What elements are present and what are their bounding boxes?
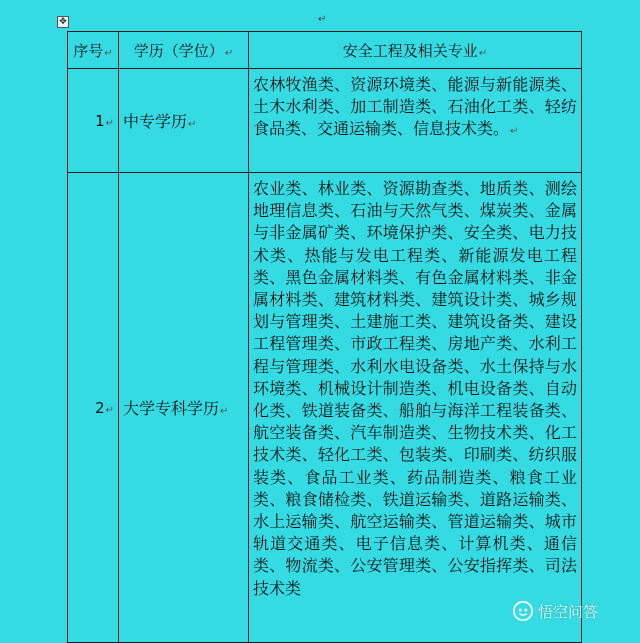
- majors-table: [67, 31, 582, 643]
- header-seq: 序号↵: [68, 32, 119, 69]
- row-seq: 2↵: [68, 173, 119, 643]
- table-header-row: [68, 32, 582, 69]
- watermark-text: 悟空问答: [538, 602, 599, 621]
- row-education: 大学专科学历↵: [119, 173, 249, 643]
- row-seq: 1↵: [68, 69, 119, 173]
- table-row: [68, 69, 582, 173]
- paragraph-mark: ↵: [318, 14, 327, 25]
- table-move-handle[interactable]: ✥: [57, 16, 69, 28]
- wukong-logo-icon: [512, 600, 534, 622]
- header-majors: 安全工程及相关专业↵: [249, 32, 582, 69]
- table-row: [68, 173, 582, 643]
- row-majors: 农林牧渔类、资源环境类、能源与新能源类、土木水利类、加工制造类、石油化工类、轻纺食品类、交通运输类、信息技术类。↵: [249, 69, 582, 173]
- watermark: [512, 600, 598, 622]
- header-education: 学历（学位）↵: [119, 32, 249, 69]
- row-education: 中专学历↵: [119, 69, 249, 173]
- row-majors: 农业类、林业类、资源勘查类、地质类、测绘地理信息类、石油与天然气类、煤炭类、金属与非金属矿类、环境保护类、安全类、电力技术类、热能与发电工程类、新能源发电工程类、黑色金属材料类、有色金属材料类、非金属材料类、建筑材料类、建筑设计类、城乡规划与管理类、土建施工类、建筑设备类、建设工程管理类、市政工程类、房地产类、水利工程与管理类、水利水电设备类、水土保持与水环境类、机械设计制造类、机电设备类、自动化类、铁道装备类、船舶与海洋工程装备类、航空装备类、汽车制造类、生物技术类、化工技术类、轻化工类、包装类、印刷类、纺织服装类、食品工业类、药品制造类、粮食工业类、粮食储检类、铁道运输类、道路运输类、水上运输类、航空运输类、管道运输类、城市轨道交通类、电子信息类、计算机类、通信类、物流类、公安管理类、公安指挥类、司法技术类: [249, 173, 582, 643]
